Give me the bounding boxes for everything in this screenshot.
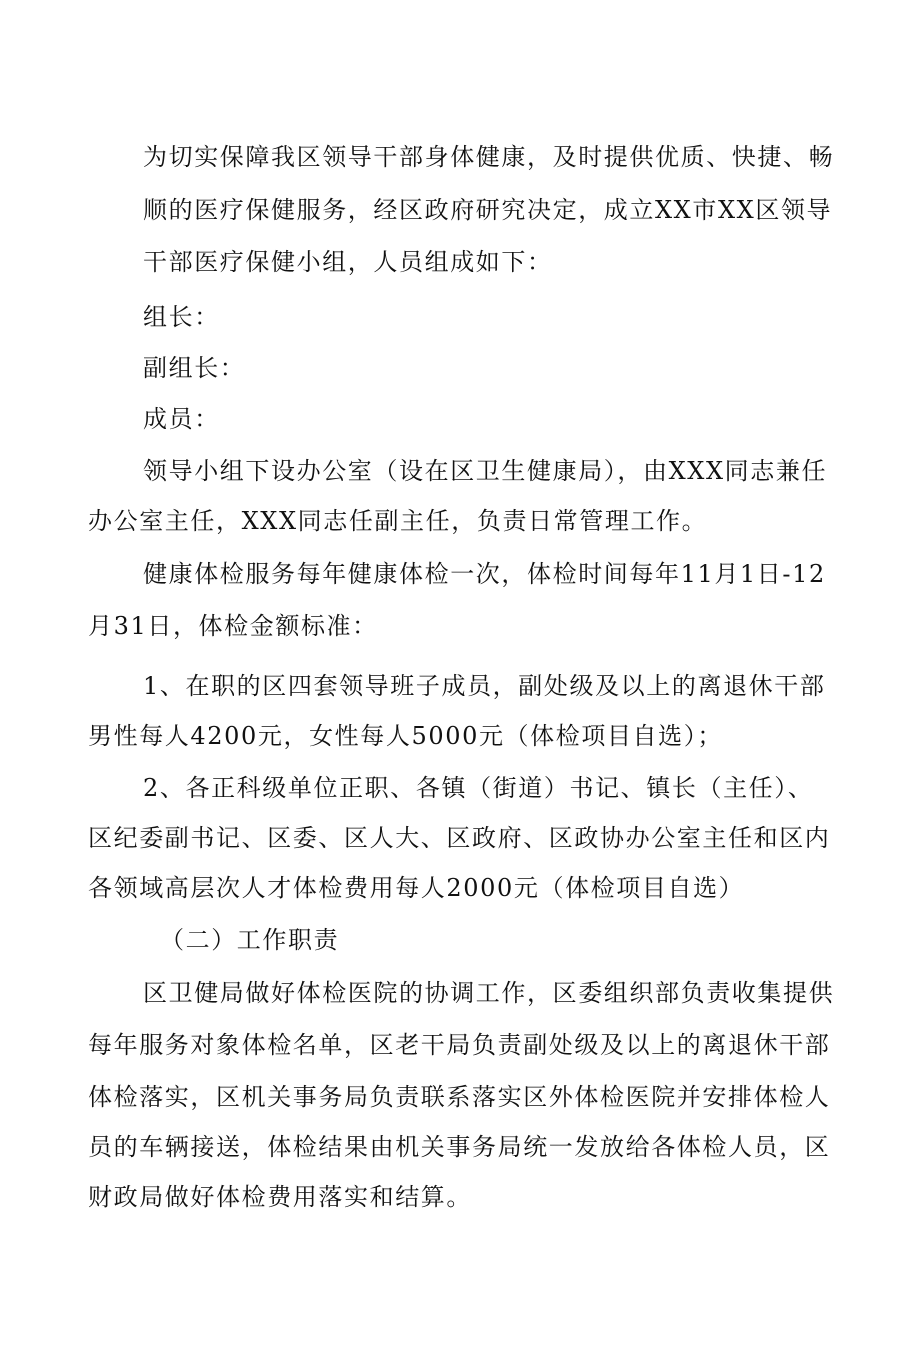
intro-line-2: 顺的医疗保健服务，经区政府研究决定，成立XX市XX区领导: [143, 196, 833, 224]
checkup-schedule-line-2: 月31日，体检金额标准：: [88, 612, 378, 640]
leader-label: 组长：: [143, 303, 220, 331]
standard-2-line-2: 区纪委副书记、区委、区人大、区政府、区政协办公室主任和区内: [88, 824, 831, 852]
office-line-2: 办公室主任，XXX同志任副主任，负责日常管理工作。: [88, 507, 708, 535]
responsibilities-line-2: 每年服务对象体检名单，区老干局负责副处级及以上的离退休干部: [88, 1031, 831, 1059]
intro-line-1: 为切实保障我区领导干部身体健康，及时提供优质、快捷、畅: [143, 143, 835, 171]
standard-2-line-3: 各领域高层次人才体检费用每人2000元（体检项目自选）: [88, 874, 745, 902]
standard-1-line-2: 男性每人4200元，女性每人5000元（体检项目自选）；: [88, 722, 723, 750]
standard-1-line-1: 1、在职的区四套领导班子成员，副处级及以上的离退休干部: [143, 672, 826, 700]
responsibilities-line-4: 员的车辆接送，体检结果由机关事务局统一发放给各体检人员，区: [88, 1133, 831, 1161]
standard-2-line-1: 2、各正科级单位正职、各镇（街道）书记、镇长（主任）、: [143, 774, 814, 802]
responsibilities-line-5: 财政局做好体检费用落实和结算。: [88, 1183, 472, 1211]
responsibilities-line-1: 区卫健局做好体检医院的协调工作，区委组织部负责收集提供: [143, 979, 835, 1007]
section-heading: （二）工作职责: [160, 926, 340, 954]
deputy-leader-label: 副组长：: [143, 354, 246, 382]
responsibilities-line-3: 体检落实，区机关事务局负责联系落实区外体检医院并安排体检人: [88, 1083, 831, 1111]
intro-line-3: 干部医疗保健小组，人员组成如下：: [143, 248, 553, 276]
members-label: 成员：: [143, 405, 220, 433]
checkup-schedule-line-1: 健康体检服务每年健康体检一次，体检时间每年11月1日-12: [143, 560, 826, 588]
office-line-1: 领导小组下设办公室（设在区卫生健康局），由XXX同志兼任: [143, 457, 828, 485]
